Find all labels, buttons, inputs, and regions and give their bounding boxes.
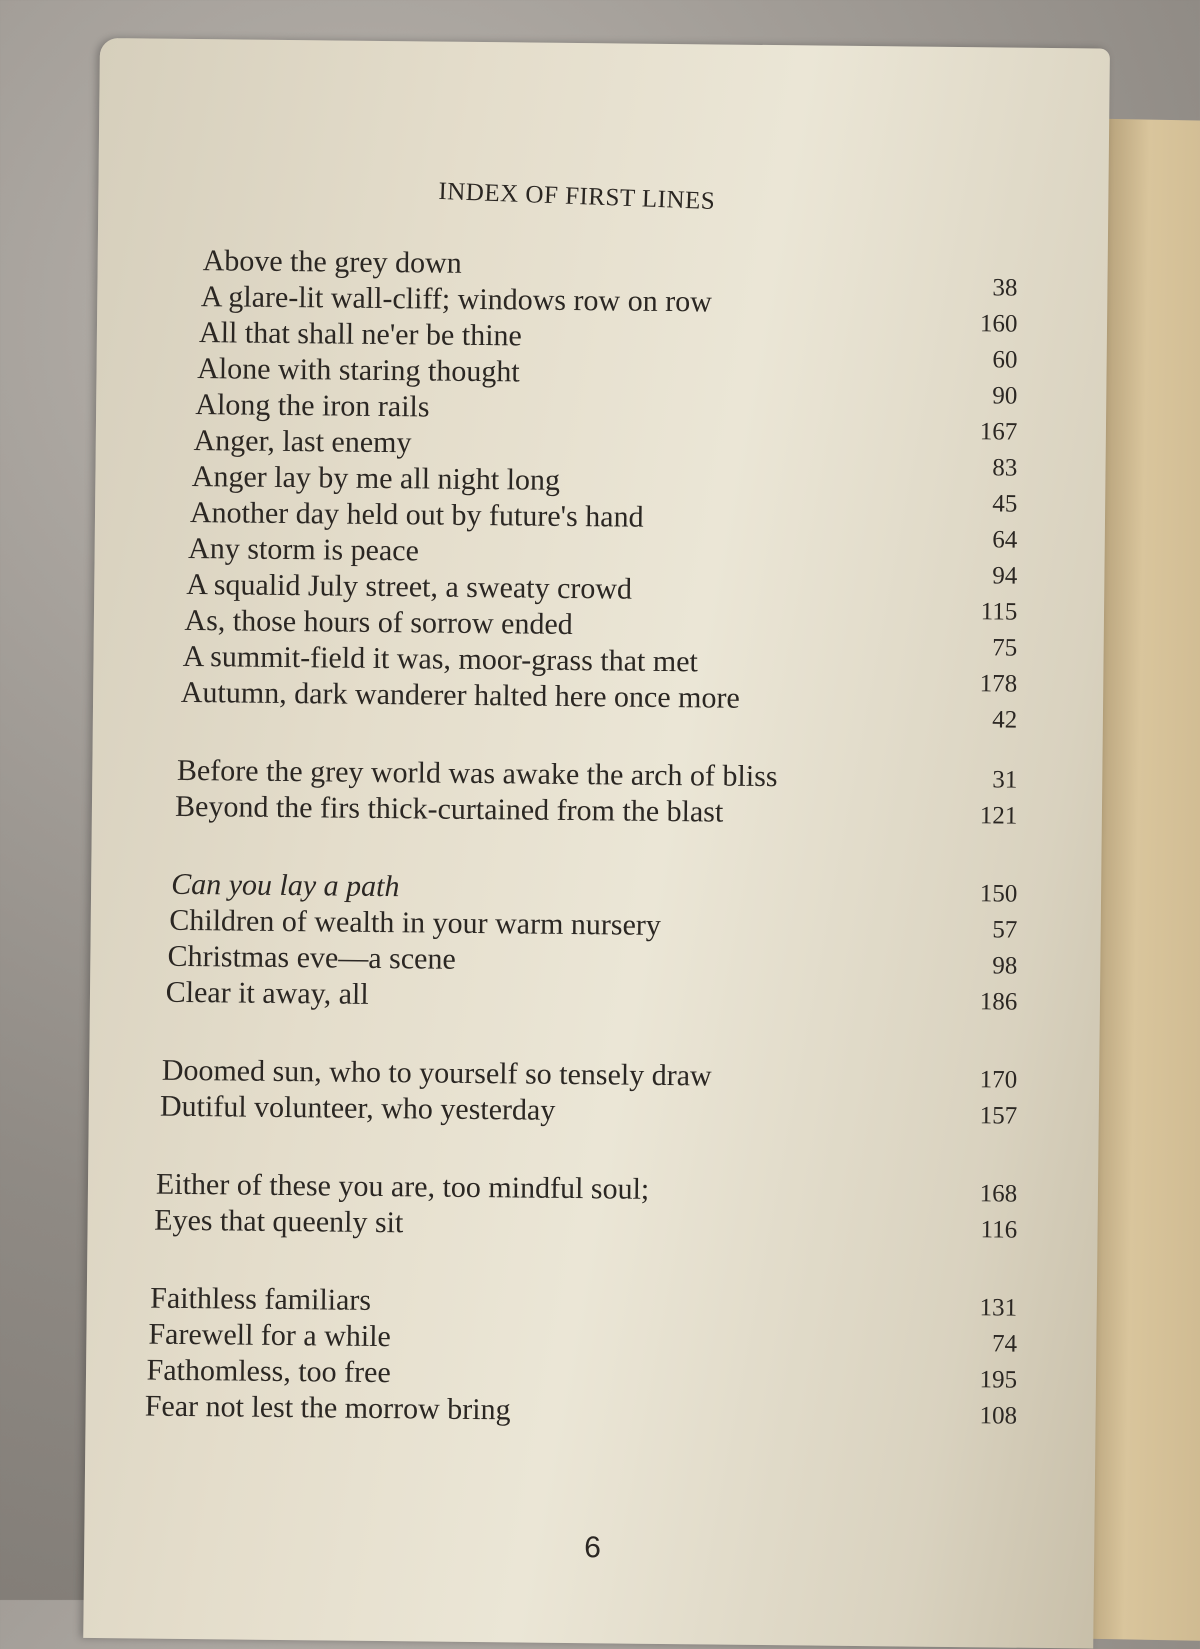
page-reference: 94 <box>992 562 1018 590</box>
page-reference: 90 <box>992 382 1018 410</box>
first-line-text: Above the grey down <box>202 244 462 280</box>
first-line-text: Another day held out by future's hand <box>189 495 644 534</box>
first-line-text: As, those hours of sorrow ended <box>184 603 573 641</box>
page-reference: 195 <box>979 1366 1018 1394</box>
first-line-text: Christmas eve—a scene <box>167 939 456 976</box>
page-reference: 31 <box>992 766 1018 794</box>
first-line-text: Before the grey world was awake the arch of bliss <box>176 753 778 794</box>
first-line-text: Eyes that queenly sit <box>154 1203 404 1240</box>
page-reference: 116 <box>980 1216 1018 1244</box>
page-reference: 108 <box>979 1402 1018 1430</box>
first-line-text: Farewell for a while <box>148 1317 392 1354</box>
page-reference: 150 <box>979 880 1018 908</box>
first-line-text: Children of wealth in your warm nursery <box>169 903 662 942</box>
page-reference: 42 <box>992 706 1018 734</box>
page-reference: 64 <box>992 526 1018 554</box>
first-line-text: Beyond the firs thick-curtained from the blast <box>174 789 724 829</box>
first-line-text: Clear it away, all <box>165 975 369 1011</box>
first-line-text: Faithless familiars <box>150 1281 372 1317</box>
first-line-text: Anger lay by me all night long <box>191 459 561 497</box>
page-reference: 178 <box>979 670 1018 698</box>
page-reference: 45 <box>992 490 1018 518</box>
page-reference: 38 <box>992 274 1018 302</box>
page-number: 6 <box>584 1531 602 1565</box>
page-reference: 170 <box>979 1066 1018 1094</box>
first-line-text: Alone with staring thought <box>197 352 520 389</box>
page-reference: 186 <box>979 988 1018 1016</box>
first-line-text: Can you lay a path <box>171 867 400 904</box>
first-line-text: A glare-lit wall-cliff; windows row on row <box>200 280 713 319</box>
page-reference: 168 <box>979 1180 1018 1208</box>
first-line-text: All that shall ne'er be thine <box>198 316 522 353</box>
page-reference: 74 <box>991 1330 1018 1358</box>
first-line-text: Autumn, dark wanderer halted here once more <box>180 675 740 715</box>
first-line-text: Anger, last enemy <box>193 424 412 460</box>
first-line-text: Either of these you are, too mindful soul; <box>155 1167 650 1206</box>
page-reference: 83 <box>992 454 1018 482</box>
page-reference: 60 <box>992 346 1018 374</box>
first-line-text: Fathomless, too free <box>146 1353 391 1390</box>
page-reference: 160 <box>979 310 1018 338</box>
first-line-text: Fear not lest the morrow bring <box>144 1389 511 1427</box>
page-reference: 121 <box>979 802 1018 830</box>
first-line-text: Doomed sun, who to yourself so tensely draw <box>161 1053 712 1093</box>
page-reference: 167 <box>979 418 1018 446</box>
first-line-text: Dutiful volunteer, who yesterday <box>159 1089 556 1127</box>
page-reference: 131 <box>979 1294 1018 1322</box>
page-reference: 98 <box>992 952 1018 980</box>
page-reference: 57 <box>992 916 1018 944</box>
first-line-text: Along the iron rails <box>195 388 430 424</box>
first-line-text: Any storm is peace <box>187 531 420 568</box>
first-line-text: A squalid July street, a sweaty crowd <box>186 567 633 606</box>
first-line-text: A summit-field it was, moor-grass that met <box>182 639 698 679</box>
book-page <box>83 38 1110 1648</box>
page-reference: 157 <box>979 1102 1018 1130</box>
page-reference: 75 <box>992 634 1018 662</box>
page-title: INDEX OF FIRST LINES <box>437 177 716 216</box>
page-reference: 115 <box>980 598 1018 626</box>
